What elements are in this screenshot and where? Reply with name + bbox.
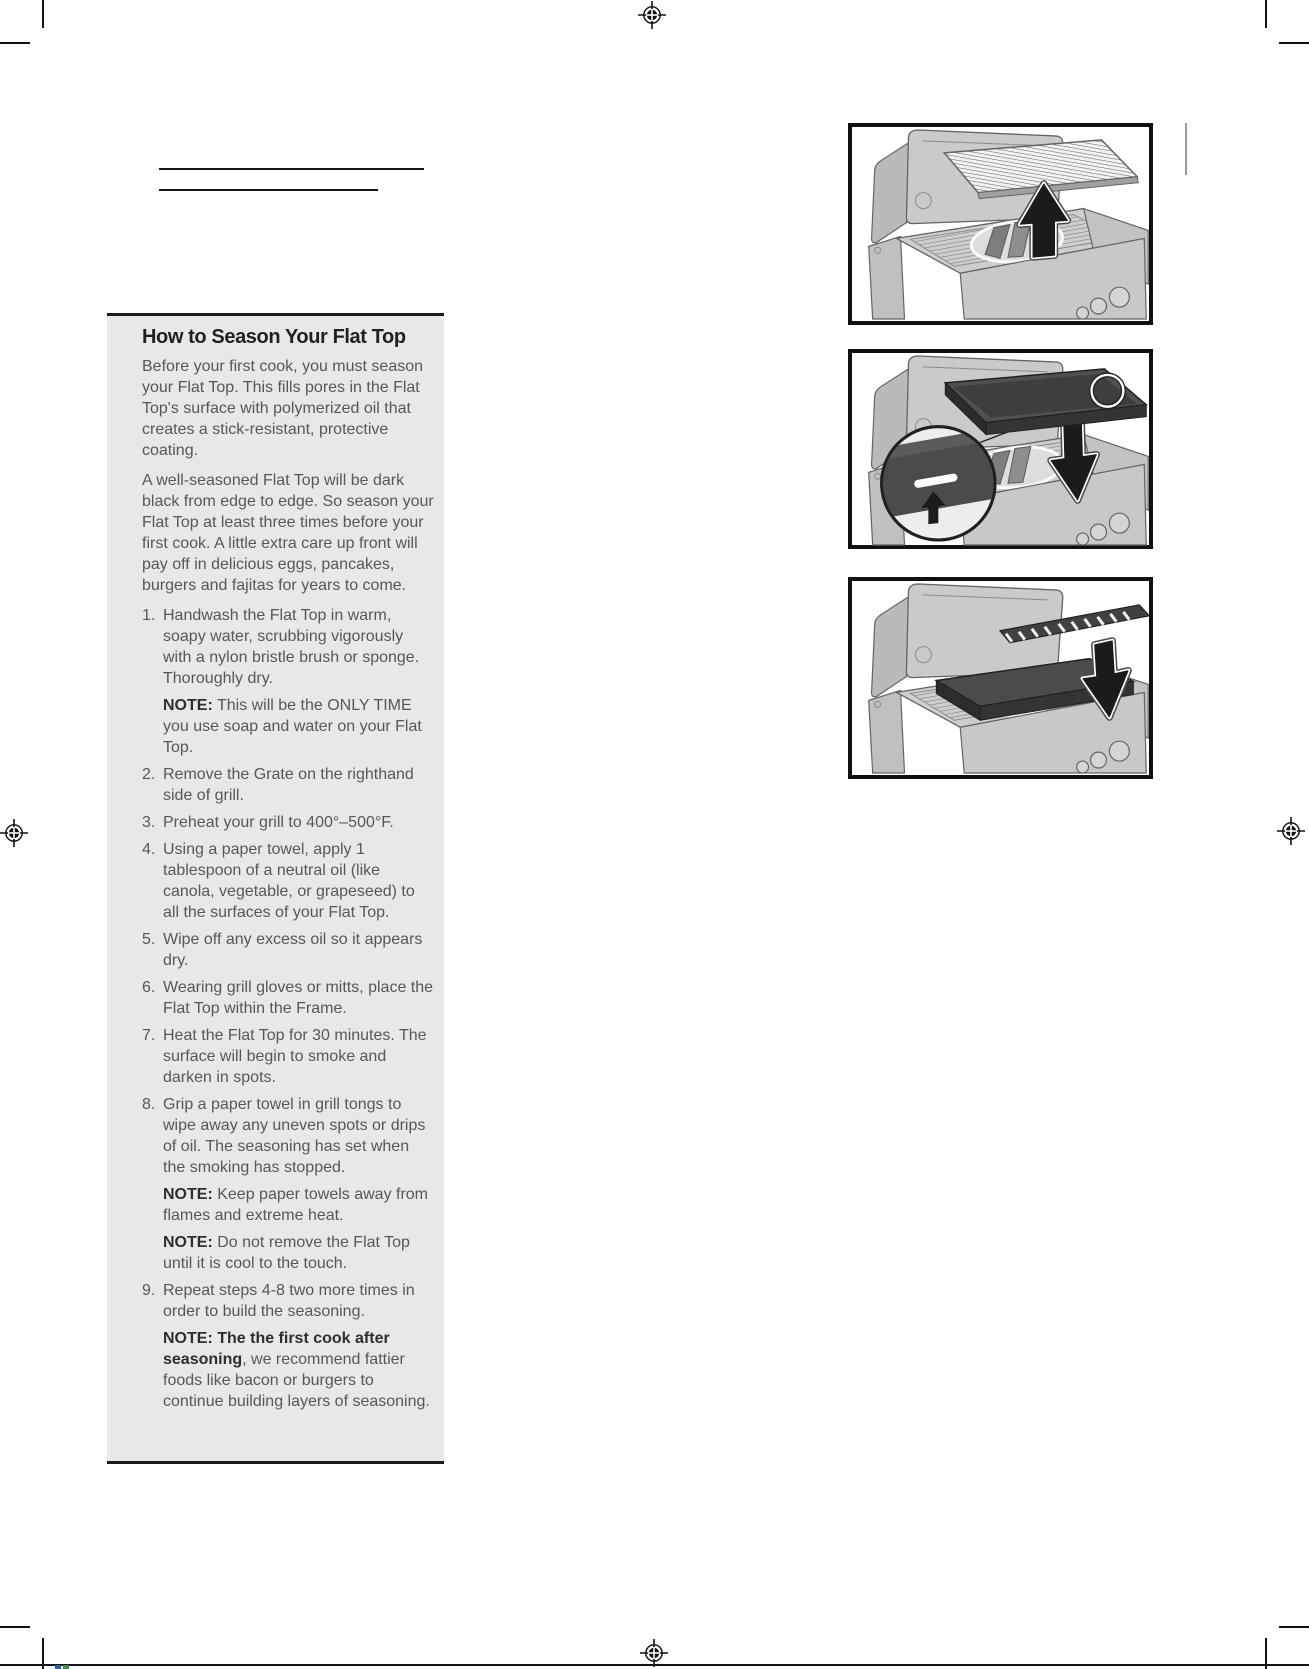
crop-mark: [0, 1626, 30, 1628]
registration-mark-icon: [640, 1639, 668, 1667]
note-label: NOTE:: [163, 1186, 213, 1203]
lift-cooking-grate-illustration: [852, 127, 1149, 320]
note-label: NOTE: The the first cook after seasoning: [163, 1330, 390, 1368]
step-number: 7.: [142, 1027, 156, 1044]
step-body: [163, 1280, 435, 1412]
steps-list: [142, 605, 435, 1412]
note-text: Do not remove the Flat Top until it is cool to the touch.: [163, 1234, 410, 1272]
list-item: [142, 764, 435, 806]
step-number: 4.: [142, 841, 156, 858]
step-number: 9.: [142, 1282, 156, 1299]
list-item: [142, 812, 435, 833]
figure-insert-grate-strip: [848, 577, 1153, 779]
step-number: 3.: [142, 814, 156, 831]
crop-mark: [1265, 0, 1267, 28]
intro-paragraph: Before your first cook, you must season your Flat Top. This fills pores in the Flat Top's surface with polymerized oil that creates a stick-resistant, protective coating.: [142, 358, 424, 459]
list-item: [142, 977, 435, 1019]
step-number: 6.: [142, 979, 156, 996]
step-text: Heat the Flat Top for 30 minutes. The surface will begin to smoke and darken in spots.: [163, 1027, 427, 1086]
step-text: Preheat your grill to 400°–500°F.: [163, 814, 394, 831]
list-item: [142, 605, 435, 758]
list-item: [142, 839, 435, 923]
step-number: 8.: [142, 1096, 156, 1113]
blank-underline-2: [159, 189, 378, 191]
note-label: NOTE:: [163, 1234, 213, 1251]
color-bar-dot: [55, 1665, 61, 1669]
insert-grate-strip-onto-flat-top-illustration: [852, 581, 1149, 774]
intro-paragraph: A well-seasoned Flat Top will be dark black from edge to edge. So season your Flat Top at least three times before your first cook. A little extra care up front will pay off in delicious eggs, pancakes, burgers and fajitas for years to come.: [142, 472, 434, 594]
color-bar-dot: [63, 1665, 69, 1669]
crop-mark: [1279, 42, 1309, 44]
step-number: 2.: [142, 766, 156, 783]
note: [163, 695, 435, 758]
step-text: Handwash the Flat Top in warm, soapy water, scrubbing vigorously with a nylon bristle brush or sponge. Thoroughly dry.: [163, 607, 420, 687]
lower-flat-top-with-magnified-slot-illustration: [852, 353, 1149, 546]
step-text: Remove the Grate on the righthand side of grill.: [163, 766, 414, 804]
seasoning-instructions-panel: [107, 313, 444, 1464]
panel-title: How to Season Your Flat Top: [142, 326, 406, 348]
gray-tick-line: [1185, 123, 1187, 175]
step-number: 1.: [142, 607, 156, 624]
registration-mark-icon: [638, 1, 666, 29]
crop-mark: [1279, 1626, 1309, 1628]
step-body: [163, 1094, 435, 1274]
step-text: Wipe off any excess oil so it appears dry.: [163, 931, 423, 969]
note: [163, 1232, 435, 1274]
list-item: [142, 929, 435, 971]
note-text: Keep paper towels away from flames and extreme heat.: [163, 1186, 429, 1224]
step-text: Grip a paper towel in grill tongs to wipe away any uneven spots or drips of oil. The seasoning has set when the smoking has stopped.: [163, 1096, 426, 1176]
step-text: Using a paper towel, apply 1 tablespoon of a neutral oil (like canola, vegetable, or grapeseed) to all the surfaces of your Flat Top.: [163, 841, 415, 921]
note-text: , we recommend fattier foods like bacon or burgers to continue building layers of seasoning.: [163, 1351, 430, 1410]
figure-lift-cooking-grate: [848, 123, 1153, 325]
figure-lower-flat-top: [848, 349, 1153, 549]
registration-mark-icon: [1277, 817, 1305, 845]
note: [163, 1184, 435, 1226]
note-text: This will be the ONLY TIME you use soap and water on your Flat Top.: [163, 697, 422, 756]
list-item: [142, 1280, 435, 1412]
note-label: NOTE:: [163, 697, 213, 714]
crop-mark: [42, 0, 44, 28]
crop-mark: [0, 42, 30, 44]
note: [163, 1328, 435, 1412]
list-item: [142, 1094, 435, 1274]
step-text: Repeat steps 4-8 two more times in order to build the seasoning.: [163, 1282, 415, 1320]
registration-mark-icon: [0, 819, 28, 847]
step-number: 5.: [142, 931, 156, 948]
step-text: Wearing grill gloves or mitts, place the Flat Top within the Frame.: [163, 979, 434, 1017]
step-body: [163, 605, 435, 758]
list-item: [142, 1025, 435, 1088]
blank-underline-1: [159, 168, 424, 170]
